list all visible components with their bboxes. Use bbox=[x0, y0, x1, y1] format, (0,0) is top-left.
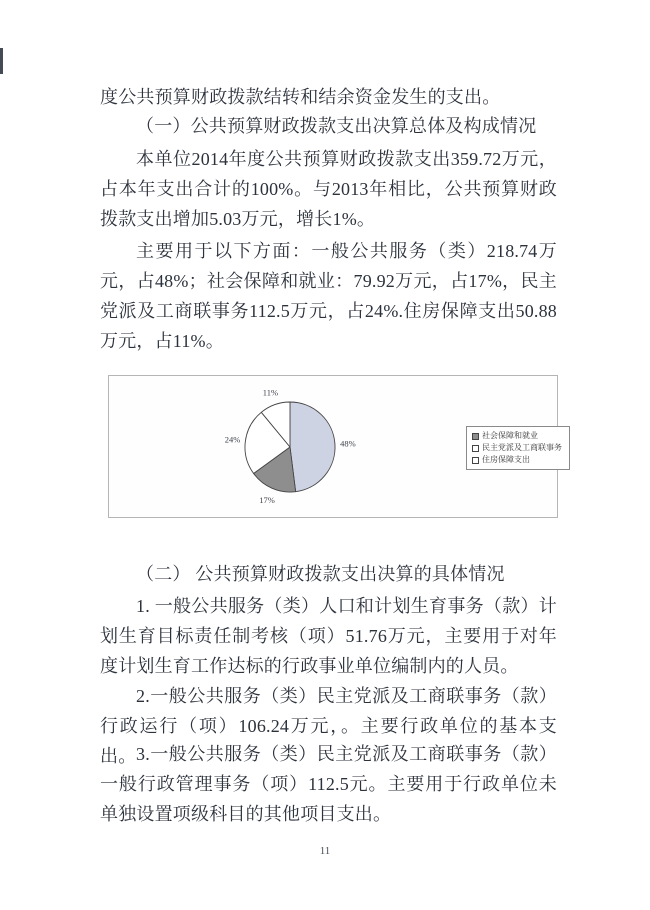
pie-slice-48pct bbox=[290, 402, 335, 492]
paragraph-2: 主要用于以下方面：一般公共服务（类）218.74万元，占48%；社会保障和就业：79.92万元，占17%，民主党派及工商联事务112.5万元，占24%.住房保障支出50.88万元，占11%。 bbox=[100, 241, 557, 351]
legend-label: 社会保障和就业 bbox=[482, 431, 538, 440]
legend-swatch-icon bbox=[472, 445, 479, 452]
paragraph-intro: 度公共预算财政拨款结转和结余资金发生的支出。 bbox=[100, 87, 501, 107]
legend-label: 民主党派及工商联事务 bbox=[482, 443, 562, 452]
scan-artifact bbox=[0, 48, 3, 74]
paragraph-1: 本单位2014年度公共预算财政拨款支出359.72万元，占本年支出合计的100%。与2013年相比，公共预算财政拨款支出增加5.03万元，增长1%。 bbox=[100, 149, 557, 229]
pie-chart-figure bbox=[108, 375, 562, 518]
pie-slice-label: 17% bbox=[259, 495, 275, 506]
page-number: 11 bbox=[319, 845, 331, 857]
paragraph-5: 3.一般公共服务（类）民主党派及工商联事务（款）一般行政管理事务（项）112.5元。主要用于行政单位未单独设置项级科目的其他项目支出。 bbox=[100, 744, 557, 824]
section-heading-2: （二） 公共预算财政拨款支出决算的具体情况 bbox=[136, 564, 505, 584]
pie-slice-label: 11% bbox=[262, 387, 279, 398]
legend-swatch-icon bbox=[472, 457, 479, 464]
legend-item bbox=[472, 443, 562, 453]
section-heading-1: （一）公共预算财政拨款支出决算总体及构成情况 bbox=[136, 116, 537, 136]
chart-legend bbox=[466, 426, 570, 470]
paragraph-3: 1. 一般公共服务（类）人口和计划生育事务（款）计划生育目标责任制考核（项）51.76万元，主要用于对年度计划生育工作达标的行政事业单位编制内的人员。 bbox=[100, 596, 557, 676]
paragraph-4: 2.一般公共服务（类）民主党派及工商联事务（款）行政运行（项）106.24万元，。主要行政单位的基本支出。 bbox=[100, 686, 557, 766]
pie-slice-label: 48% bbox=[340, 438, 356, 449]
legend-label: 住房保障支出 bbox=[482, 455, 530, 464]
legend-item bbox=[472, 455, 562, 465]
pie-slice-label: 24% bbox=[224, 434, 241, 445]
legend-swatch-icon bbox=[472, 433, 479, 440]
legend-item bbox=[472, 431, 562, 441]
